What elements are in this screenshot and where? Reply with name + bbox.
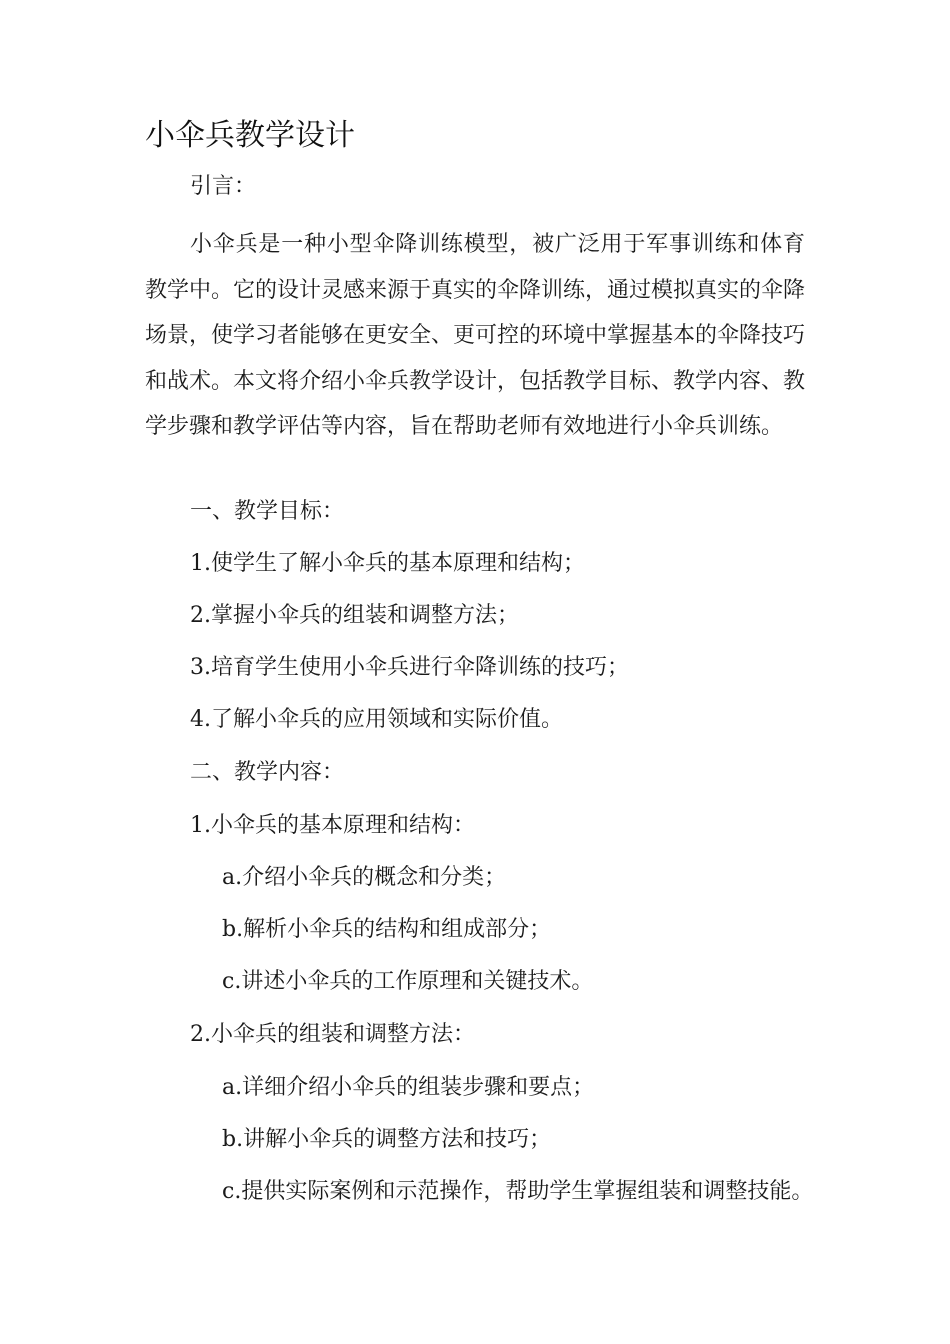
list-item: b.讲解小伞兵的调整方法和技巧； (222, 1127, 552, 1152)
list-item: a.详细介绍小伞兵的组装步骤和要点； (222, 1075, 595, 1100)
topic2-heading: 2.小伞兵的组装和调整方法： (190, 1022, 475, 1047)
intro-paragraph: 小伞兵是一种小型伞降训练模型，被广泛用于军事训练和体育教学中。它的设计灵感来源于真实的伞降训练，通过模拟真实的伞降场景，使学习者能够在更安全、更可控的环境中掌握基本的伞降技巧和战术。本文将介绍小伞兵教学设计，包括教学目标、教学内容、教学步骤和教学评估等内容，旨在帮助老师有效地进行小伞兵训练。 (145, 232, 806, 439)
section2-heading: 二、教学内容： (190, 760, 345, 785)
list-item: 4.了解小伞兵的应用领域和实际价值。 (190, 707, 563, 732)
list-item: 2.掌握小伞兵的组装和调整方法； (190, 603, 519, 628)
list-item: c.提供实际案例和示范操作，帮助学生掌握组装和调整技能。 (222, 1179, 814, 1204)
list-item: b.解析小伞兵的结构和组成部分； (222, 917, 552, 942)
intro-heading: 引言： (190, 174, 257, 199)
list-item: a.介绍小伞兵的概念和分类； (222, 865, 507, 890)
document-title: 小伞兵教学设计 (145, 118, 355, 153)
list-item: c.讲述小伞兵的工作原理和关键技术。 (222, 969, 594, 994)
section1-heading: 一、教学目标： (190, 499, 345, 524)
list-item: 1.使学生了解小伞兵的基本原理和结构； (190, 551, 585, 576)
topic1-heading: 1.小伞兵的基本原理和结构： (190, 813, 475, 838)
list-item: 3.培育学生使用小伞兵进行伞降训练的技巧； (190, 655, 629, 680)
